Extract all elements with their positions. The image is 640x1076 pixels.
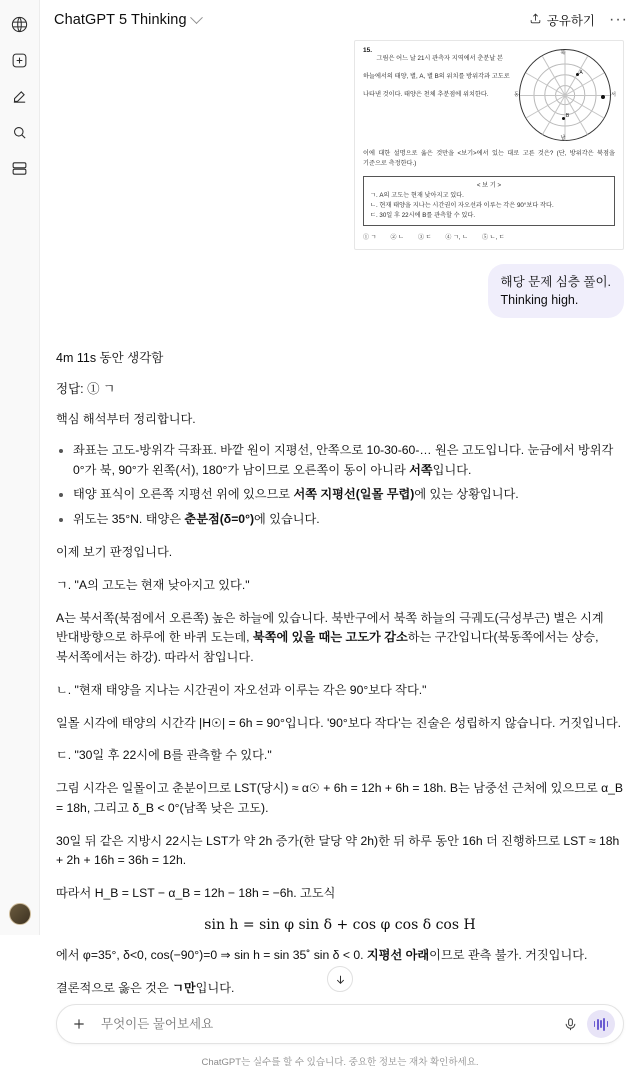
- search-icon[interactable]: [6, 118, 34, 146]
- voice-mode-button[interactable]: [587, 1010, 615, 1038]
- microphone-icon[interactable]: [559, 1013, 581, 1035]
- composer-area: [40, 998, 640, 1048]
- user-message-bubble[interactable]: [488, 264, 625, 318]
- key-points-list: [56, 441, 624, 530]
- edit-icon[interactable]: [6, 82, 34, 110]
- openai-logo-icon[interactable]: [6, 10, 34, 38]
- question-subtext: 이에 대한 설명으로 옳은 것만을 <보기>에서 있는 대로 고른 것은? (단, 방위각은 북점을 기준으로 측정한다.): [363, 150, 615, 167]
- answer-option: ④ ㄱ, ㄴ: [445, 234, 468, 241]
- more-options-icon[interactable]: ···: [609, 11, 628, 28]
- polar-label-east: 동: [514, 91, 519, 98]
- message-input[interactable]: [89, 1017, 559, 1031]
- composer[interactable]: [56, 1004, 624, 1044]
- user-message-row: [56, 264, 624, 318]
- intro-paragraph: 핵심 해석부터 정리합니다.: [56, 412, 196, 427]
- conversation-scroll[interactable]: [40, 40, 640, 998]
- question-number: 15.: [363, 47, 373, 54]
- polar-label-a: A: [579, 69, 583, 76]
- disclaimer-note: ChatGPT는 실수를 할 수 있습니다. 중요한 정보는 재차 확인하세요.: [40, 1048, 640, 1076]
- question-sheet: [355, 41, 623, 149]
- page-title: ChatGPT 5 Thinking: [54, 12, 187, 28]
- conversation-inner: [40, 40, 640, 998]
- share-icon: [529, 12, 542, 28]
- model-selector[interactable]: [54, 12, 201, 28]
- section-b-body: 일몰 시각에 태양의 시간각 |H☉| = 6h = 90°입니다. '90°보다 작다'는 진술은 성립하지 않습니다. 거짓입니다.: [56, 715, 621, 730]
- polar-label-north: 북: [560, 50, 566, 56]
- left-rail: [0, 0, 40, 935]
- section-a-body: A는 북서쪽(북점에서 오른쪽) 높은 하늘에 있습니다. 북반구에서 북쪽 하늘의 극궤도(극성부근) 별은 시계 반대방향으로 하루에 한 바퀴 도는데, 북쪽에 있을 때는 고도가 감소하는 구간입니다(북동쪽에서는 상승, 북서쪽에서는 하강). 따라서 참입니다.: [56, 610, 604, 665]
- share-label: 공유하기: [546, 14, 596, 28]
- final-answer-label: 정답: ① ㄱ: [56, 382, 116, 397]
- section-c-line: 따라서 H_B = LST − α_B = 12h − 18h = −6h. 고도식: [56, 886, 336, 901]
- answer-options: [355, 232, 623, 249]
- polar-label-west: 서: [611, 91, 616, 98]
- judge-intro: 이제 보기 판정입니다.: [56, 544, 173, 559]
- polar-label-south: 남: [560, 135, 566, 141]
- question-text: 그림은 어느 날 21시 관측자 지역에서 춘분날 본 하늘에서의 태양, 별, A, 별 B의 위치를 방위각과 고도로 나타낸 것이다. 태양은 천체 추분점에 위치한다.: [363, 55, 510, 98]
- user-message-line: 해당 문제 심층 풀이.: [500, 274, 611, 289]
- after-formula-body: 에서 φ=35°, δ<0, cos(−90°)=0 ⇒ sin h = sin 35˚ sin δ < 0. 지평선 아래이므로 관측 불가. 거짓입니다.: [56, 947, 588, 962]
- user-message-line: Thinking high.: [500, 293, 579, 308]
- top-bar: [40, 0, 640, 40]
- choice-box-item: ㄴ. 현재 태양을 지나는 시간권이 자오선과 이루는 각은 90°보다 작다.: [370, 202, 554, 210]
- answer-option: ⑤ ㄴ, ㄷ: [482, 234, 505, 241]
- new-chat-icon[interactable]: [6, 46, 34, 74]
- choice-box-item: ㄷ. 30일 후 22시에 B를 관측할 수 있다.: [370, 211, 476, 219]
- top-bar-actions: [525, 7, 628, 33]
- question-figure-column: [514, 47, 616, 141]
- answer-option: ② ㄴ: [390, 234, 404, 241]
- section-c-line: 그림 시각은 일몰이고 춘분이므로 LST(당시) ≈ α☉ + 6h = 12h + 6h = 18h. B는 남중선 근처에 있으므로 α_B = 18h, 그리고 δ_B < 0°(남쪽 낮은 고도).: [56, 781, 624, 815]
- voice-waveform-icon: [594, 1018, 608, 1031]
- altitude-formula: sin h = sin φ sin δ + cos φ cos δ cos H: [204, 916, 476, 933]
- sun-point: [601, 95, 605, 99]
- section-b-title: ㄴ. "현재 태양을 지나는 시간권이 자오선과 이루는 각은 90°보다 작다.": [56, 682, 427, 697]
- add-attachment-icon[interactable]: [69, 1014, 89, 1034]
- attachment-row: [56, 40, 624, 250]
- chevron-down-icon: [190, 11, 203, 24]
- answer-option: ③ ㄷ: [417, 234, 432, 241]
- list-item: • 좌표는 고도-방위각 극좌표. 바깥 원이 지평선, 안쪽으로 10-30-60-… 원은 고도입니다. 눈금에서 방위각 0°가 북, 90°가 왼쪽(서), 180°가 남이므로 오른쪽이 동이 아니라 서쪽입니다.: [73, 441, 624, 481]
- section-a-title: ㄱ. "A의 고도는 현재 낮아지고 있다.": [56, 577, 250, 592]
- question-text-column: [363, 47, 513, 141]
- avatar[interactable]: [9, 903, 31, 925]
- polar-chart-figure: [514, 49, 616, 141]
- main-column: [40, 0, 640, 1069]
- answer-option: ① ㄱ: [363, 234, 377, 241]
- question-choice-box: [363, 176, 615, 226]
- star-b-point: [562, 117, 565, 120]
- attached-exam-image[interactable]: [354, 40, 624, 250]
- scroll-to-bottom-button[interactable]: [327, 966, 353, 992]
- list-item: • 태양 표식이 오른쪽 지평선 위에 있으므로 서쪽 지평선(일몰 무렵)에 있는 상황입니다.: [73, 485, 624, 505]
- list-item: • 위도는 35°N. 태양은 춘분점(δ=0°)에 있습니다.: [73, 510, 624, 530]
- polar-label-b: B: [565, 113, 570, 119]
- library-icon[interactable]: [6, 154, 34, 182]
- thinking-duration-label[interactable]: 4m 11s 동안 생각함: [56, 351, 164, 366]
- share-button[interactable]: [525, 7, 599, 33]
- choice-box-label: < 보 기 >: [476, 182, 502, 190]
- section-c-line: 30일 뒤 같은 지방시 22시는 LST가 약 2h 증가(한 달당 약 2h)한 뒤 하루 동안 16h 더 진행하므로 LST ≈ 18h + 2h + 16h = 36h = 12h.: [56, 833, 620, 868]
- choice-box-item: ㄱ. A의 고도는 현재 낮아지고 있다.: [370, 192, 464, 200]
- conclusion: 결론적으로 옳은 것은 ㄱ만입니다.: [56, 980, 235, 995]
- section-c-title: ㄷ. "30일 후 22시에 B를 관측할 수 있다.": [56, 748, 272, 763]
